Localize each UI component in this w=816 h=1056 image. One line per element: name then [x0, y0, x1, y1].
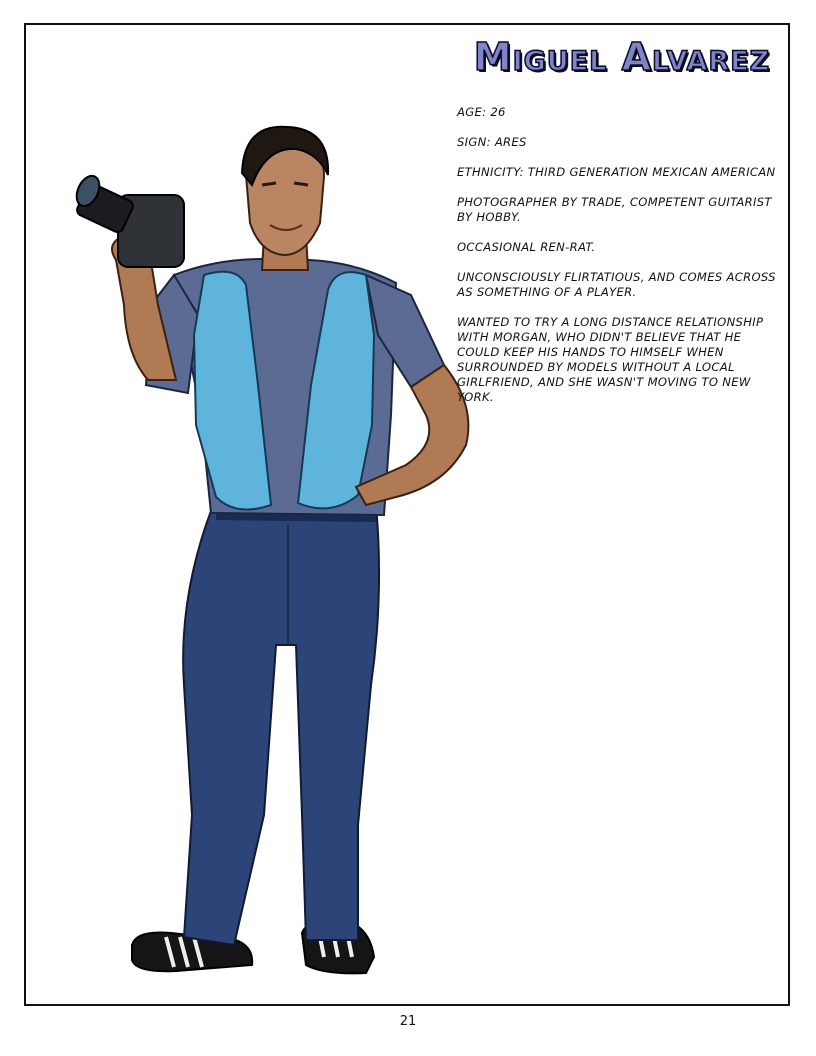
character-name: Miguel Alvarez [473, 35, 771, 79]
bio-relationship: WANTED TO TRY A LONG DISTANCE RELATIONSHIP WITH MORGAN, WHO DIDN'T BELIEVE THAT HE COULD KEEP HIS HANDS TO HIMSELF WHEN SURROUNDED BY MODELS WITHOUT A LOCAL GIRLFRIEND, AND SHE WASN'T MOVING TO NEW YORK. [457, 315, 764, 404]
camera-icon [72, 172, 184, 267]
bio-hobby: OCCASIONAL REN-RAT. [457, 240, 596, 254]
character-illustration [66, 125, 486, 1005]
page-number: 21 [399, 1014, 417, 1029]
character-bio [457, 105, 787, 420]
bio-sign: SIGN: ARES [457, 135, 527, 149]
bio-personality: UNCONSCIOUSLY FLIRTATIOUS, AND COMES ACROSS AS SOMETHING OF A PLAYER. [457, 270, 776, 299]
bio-profession: PHOTOGRAPHER BY TRADE, COMPETENT GUITARIST BY HOBBY. [457, 195, 772, 224]
jeans [183, 503, 379, 945]
bio-age: AGE: 26 [457, 105, 506, 119]
bio-ethnicity: ETHNICITY: THIRD GENERATION MEXICAN AMERICAN [457, 165, 776, 179]
character-panel [24, 23, 790, 1006]
